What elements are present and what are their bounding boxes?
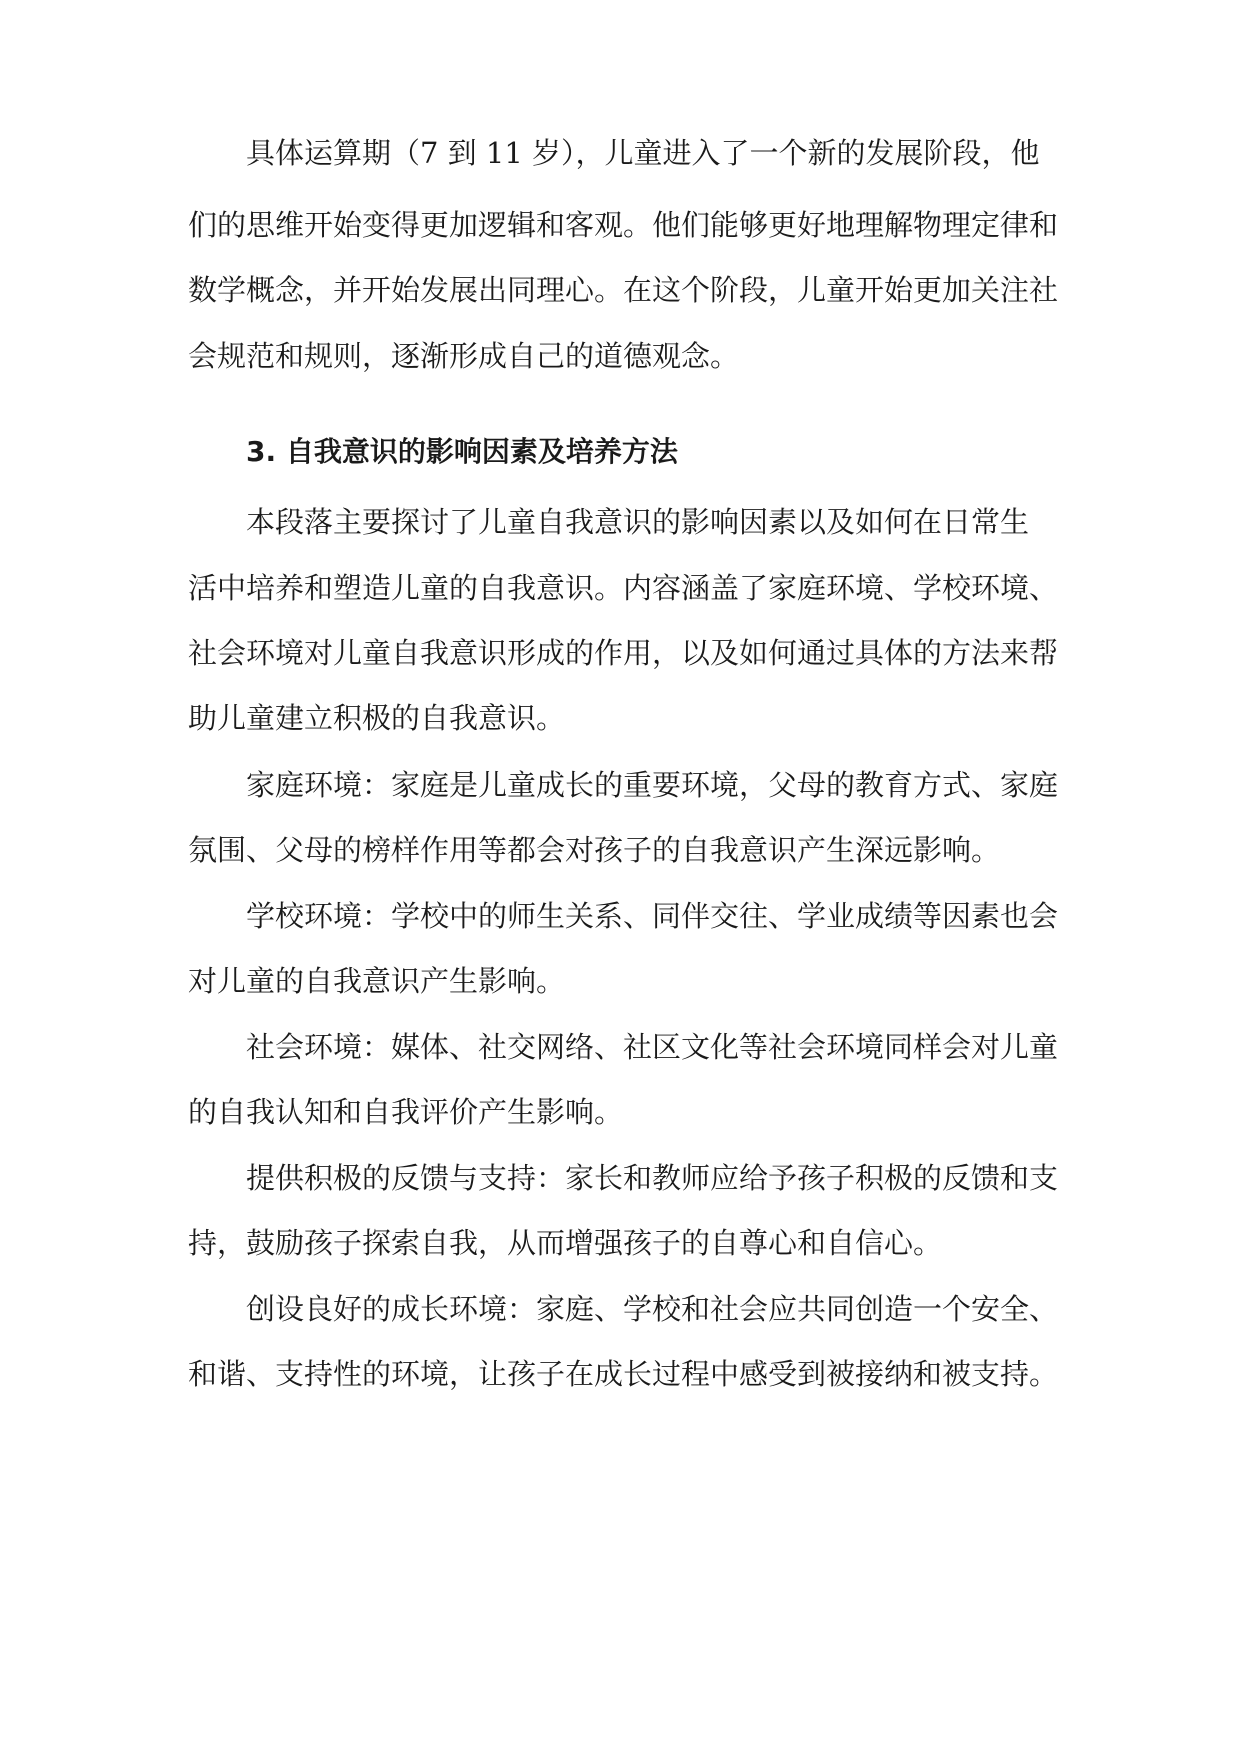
paragraph-school-line-1: 学校环境：学校中的师生关系、同伴交往、学业成绩等因素也会 [246, 899, 1059, 933]
paragraph-society-line-2: 的自我认知和自我评价产生影响。 [188, 1095, 624, 1129]
paragraph-family-line-2: 氛围、父母的榜样作用等都会对孩子的自我意识产生深远影响。 [188, 833, 1001, 867]
paragraph-concrete-operational-line-3: 数学概念，并开始发展出同理心。在这个阶段，儿童开始更加关注社 [188, 273, 1059, 307]
paragraph-intro-line-2: 活中培养和塑造儿童的自我意识。内容涵盖了家庭环境、学校环境、 [188, 571, 1059, 605]
paragraph-environment-line-1: 创设良好的成长环境：家庭、学校和社会应共同创造一个安全、 [246, 1292, 1059, 1326]
paragraph-society-line-1: 社会环境：媒体、社交网络、社区文化等社会环境同样会对儿童 [246, 1030, 1059, 1064]
section-heading: 3. 自我意识的影响因素及培养方法 [246, 435, 678, 468]
paragraph-concrete-operational-line-2: 们的思维开始变得更加逻辑和客观。他们能够更好地理解物理定律和 [188, 208, 1059, 242]
paragraph-school-line-2: 对儿童的自我意识产生影响。 [188, 964, 566, 998]
paragraph-feedback-line-1: 提供积极的反馈与支持：家长和教师应给予孩子积极的反馈和支 [246, 1161, 1059, 1195]
paragraph-family-line-1: 家庭环境：家庭是儿童成长的重要环境，父母的教育方式、家庭 [246, 768, 1059, 802]
paragraph-intro-line-3: 社会环境对儿童自我意识形成的作用，以及如何通过具体的方法来帮 [188, 636, 1059, 670]
paragraph-environment-line-2: 和谐、支持性的环境，让孩子在成长过程中感受到被接纳和被支持。 [188, 1357, 1059, 1391]
paragraph-concrete-operational-line-4: 会规范和规则，逐渐形成自己的道德观念。 [188, 339, 740, 373]
paragraph-feedback-line-2: 持，鼓励孩子探索自我，从而增强孩子的自尊心和自信心。 [188, 1226, 943, 1260]
paragraph-intro-line-1: 本段落主要探讨了儿童自我意识的影响因素以及如何在日常生 [246, 505, 1030, 539]
paragraph-intro-line-4: 助儿童建立积极的自我意识。 [188, 701, 566, 735]
paragraph-concrete-operational-line-1: 具体运算期（7 到 11 岁），儿童进入了一个新的发展阶段，他 [246, 136, 1040, 170]
